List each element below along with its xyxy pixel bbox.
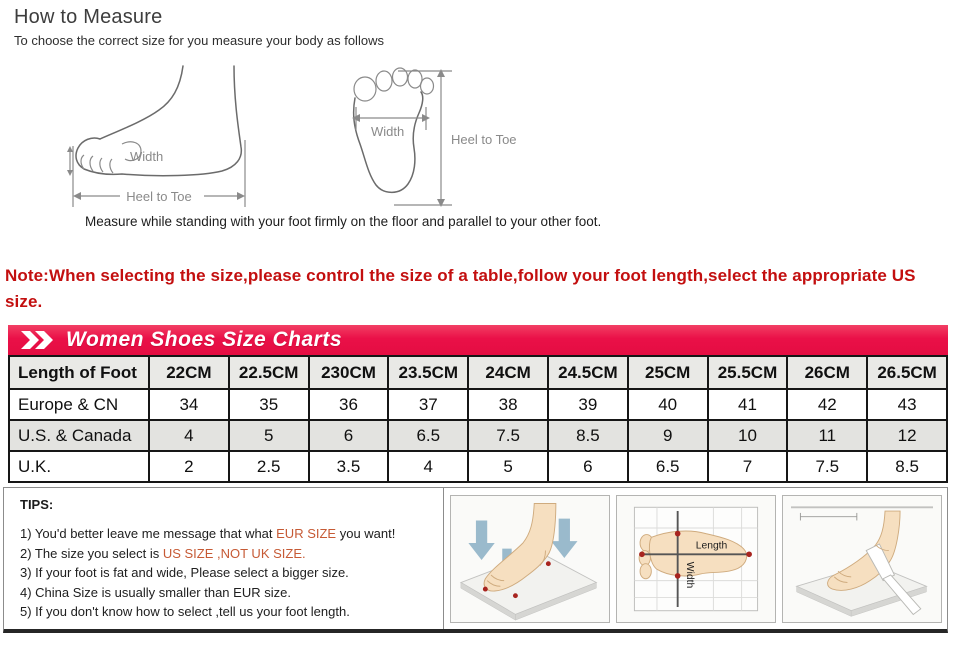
column-header: 26.5CM xyxy=(867,356,947,389)
tips-section xyxy=(3,487,948,633)
size-cell: 34 xyxy=(149,389,229,420)
size-cell: 4 xyxy=(388,451,468,482)
size-selection-note: Note:When selecting the size,please control the size of a table,follow your foot length,select the appropriate US size. xyxy=(5,266,916,312)
size-cell: 36 xyxy=(309,389,389,420)
size-cell: 6.5 xyxy=(628,451,708,482)
size-cell: 3.5 xyxy=(309,451,389,482)
double-chevron-icon xyxy=(18,331,54,349)
size-cell: 4 xyxy=(149,420,229,451)
ribbon-measure-image xyxy=(783,496,941,622)
row-label: U.K. xyxy=(9,451,149,482)
top-width-label: Width xyxy=(371,124,405,139)
size-chart-section xyxy=(8,325,948,483)
size-row-europe-cn xyxy=(9,389,947,420)
size-cell: 5 xyxy=(229,420,309,451)
side-heel-toe-label: Heel to Toe xyxy=(126,189,192,204)
size-cell: 38 xyxy=(468,389,548,420)
column-header: 22CM xyxy=(149,356,229,389)
size-cell: 6 xyxy=(548,451,628,482)
grid-measure-illustration xyxy=(616,495,776,623)
tip-item: 2) The size you select is US SIZE ,NOT UK SIZE. xyxy=(20,545,306,561)
side-view-foot-diagram xyxy=(62,60,257,212)
tips-box xyxy=(4,488,444,629)
top-view-foot-diagram xyxy=(338,62,530,212)
column-header: 24.5CM xyxy=(548,356,628,389)
column-header: 23.5CM xyxy=(388,356,468,389)
size-cell: 37 xyxy=(388,389,468,420)
tips-heading: TIPS: xyxy=(20,497,54,512)
size-cell: 43 xyxy=(867,389,947,420)
size-cell: 2 xyxy=(149,451,229,482)
size-cell: 6 xyxy=(309,420,389,451)
tip-item: 5) If you don't know how to select ,tell us your foot length. xyxy=(20,604,350,619)
size-cell: 7 xyxy=(708,451,788,482)
page-title: How to Measure xyxy=(14,6,163,28)
size-cell: 11 xyxy=(787,420,867,451)
tip-item: 3) If your foot is fat and wide, Please select a bigger size. xyxy=(20,565,349,580)
size-cell: 12 xyxy=(867,420,947,451)
size-row-us-canada xyxy=(9,420,947,451)
size-cell: 10 xyxy=(708,420,788,451)
ribbon-measure-illustration xyxy=(782,495,942,623)
size-chart-banner xyxy=(8,325,948,355)
size-cell: 7.5 xyxy=(468,420,548,451)
grid-measure-image xyxy=(617,496,775,622)
size-cell: 6.5 xyxy=(388,420,468,451)
illustration-panels xyxy=(444,488,947,629)
grid-length-label: Length xyxy=(695,540,728,552)
tip-item: 1) You'd better leave me message that what EUR SIZE you want! xyxy=(20,526,396,541)
size-cell: 40 xyxy=(628,389,708,420)
size-cell: 9 xyxy=(628,420,708,451)
column-header: 24CM xyxy=(468,356,548,389)
size-cell: 5 xyxy=(468,451,548,482)
press-foot-image xyxy=(451,496,609,622)
size-cell: 41 xyxy=(708,389,788,420)
top-heel-toe-label: Heel to Toe xyxy=(451,132,517,147)
size-chart-title: Women Shoes Size Charts xyxy=(66,328,343,351)
size-cell: 7.5 xyxy=(787,451,867,482)
column-header: 22.5CM xyxy=(229,356,309,389)
size-cell: 39 xyxy=(548,389,628,420)
size-chart-table xyxy=(8,355,948,483)
tip-item: 4) China Size is usually smaller than EUR size. xyxy=(20,584,291,600)
measure-caption: Measure while standing with your foot firmly on the floor and parallel to your other foot. xyxy=(85,214,602,229)
size-row-uk xyxy=(9,451,947,482)
column-header: 230CM xyxy=(309,356,389,389)
page-subtitle: To choose the correct size for you measure your body as follows xyxy=(14,33,384,48)
side-width-label: Width xyxy=(130,149,164,164)
size-cell: 8.5 xyxy=(867,451,947,482)
size-chart-header-row xyxy=(9,356,947,389)
column-header: 25.5CM xyxy=(708,356,788,389)
column-header: 25CM xyxy=(628,356,708,389)
size-cell: 42 xyxy=(787,389,867,420)
column-header: Length of Foot xyxy=(9,356,149,389)
row-label: U.S. & Canada xyxy=(9,420,149,451)
grid-width-label: Width xyxy=(684,561,696,589)
size-cell: 8.5 xyxy=(548,420,628,451)
press-foot-illustration xyxy=(450,495,610,623)
column-header: 26CM xyxy=(787,356,867,389)
size-cell: 2.5 xyxy=(229,451,309,482)
size-cell: 35 xyxy=(229,389,309,420)
row-label: Europe & CN xyxy=(9,389,149,420)
